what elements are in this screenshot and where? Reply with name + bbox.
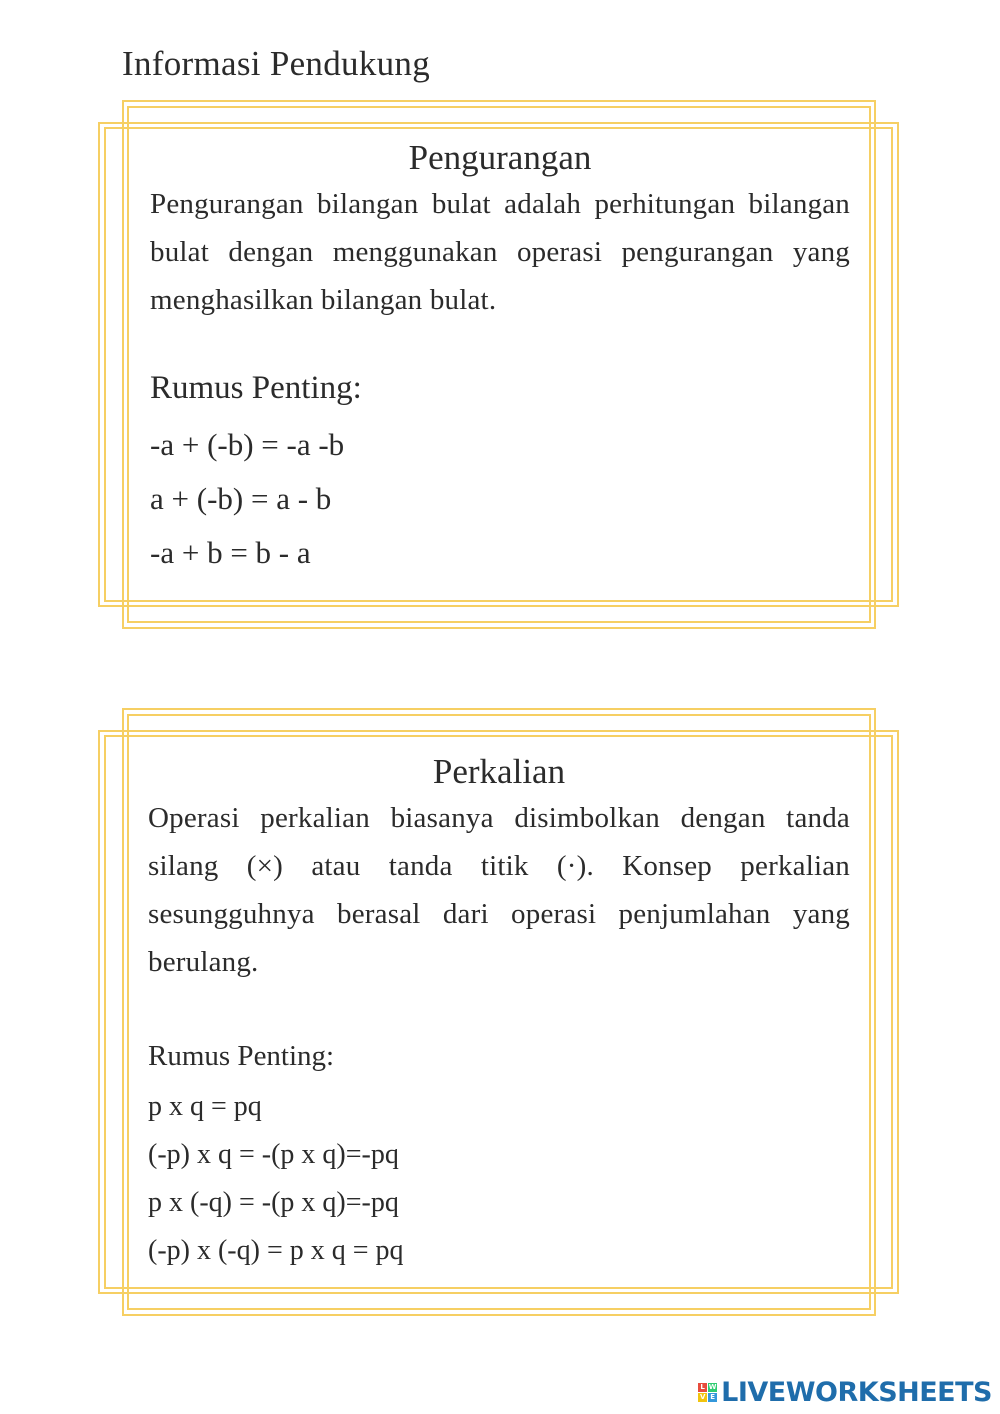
formula-line: -a + b = b - a <box>150 535 311 570</box>
logo-badge-letter: W <box>708 1383 717 1391</box>
formula-line: (-p) x (-q) = p x q = pq <box>148 1235 404 1266</box>
formula-line: p x q = pq <box>148 1091 262 1122</box>
card-title: Pengurangan <box>408 138 592 177</box>
page-heading: Informasi Pendukung <box>122 44 431 83</box>
logo-badge-letter: V <box>699 1393 706 1401</box>
card-title: Perkalian <box>432 752 566 791</box>
logo-badge-letter: L <box>698 1383 707 1392</box>
formula-line: p x (-q) = -(p x q)=-pq <box>148 1187 399 1218</box>
formula-line: (-p) x q = -(p x q)=-pq <box>148 1139 399 1170</box>
formula-line: -a + (-b) = -a -b <box>150 427 345 462</box>
formula-line: a + (-b) = a - b <box>150 481 332 516</box>
card-description: Operasi perkalian biasanya disimbolkan dengan tanda silang (×) atau tanda titik (·). Konsep perkalian sesungguhnya berasal dari operasi penjumlahan yang berulang. <box>148 802 850 978</box>
liveworksheets-logo <box>698 1377 992 1408</box>
formula-title: Rumus Penting: <box>150 370 362 406</box>
card-description: Pengurangan bilangan bulat adalah perhitungan bilangan bulat dengan menggunakan operasi pengurangan yang menghasilkan bilangan bulat. <box>150 188 850 316</box>
card-content <box>150 138 850 580</box>
card-content <box>148 752 850 1275</box>
logo-badge-letter: E <box>708 1393 717 1402</box>
logo-text: LIVEWORKSHEETS <box>721 1377 992 1408</box>
logo-badge-icon <box>698 1383 717 1402</box>
formula-title: Rumus Penting: <box>148 1040 335 1072</box>
